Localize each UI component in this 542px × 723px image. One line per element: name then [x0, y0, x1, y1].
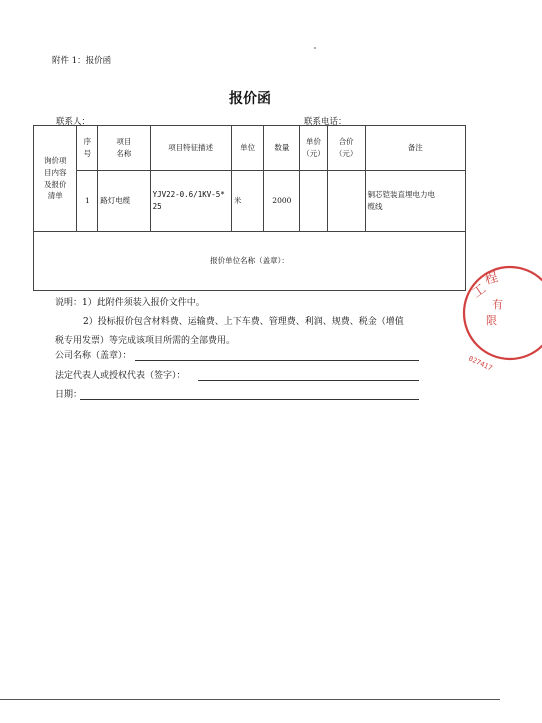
quotation-table — [33, 125, 466, 291]
date-label: 日期： — [55, 390, 83, 400]
table-row — [34, 171, 466, 232]
header-seq-line: 号 — [83, 149, 92, 158]
cell-remark-line: 缆线 — [367, 202, 383, 211]
cell-qty: 2000 — [264, 171, 300, 232]
inquiry-label-line: 及报价 — [43, 179, 67, 189]
header-unit-price-line: （元） — [302, 149, 325, 158]
seal-char: 限 — [486, 314, 497, 327]
header-item-line: 名称 — [116, 149, 132, 158]
header-seq — [77, 126, 98, 171]
header-spec: 项目特征描述 — [150, 126, 231, 171]
inquiry-label-line: 清单 — [47, 191, 63, 201]
header-unit-price-line: 单价 — [305, 137, 321, 147]
inquiry-label-cell — [34, 126, 77, 232]
cell-seq: 1 — [77, 171, 98, 232]
representative-line[interactable] — [198, 380, 419, 381]
header-unit-price — [300, 126, 328, 171]
bidder-name-cell: 报价单位名称（盖章）： — [34, 232, 466, 291]
page-bottom-edge — [0, 699, 500, 700]
header-total-line: （元） — [334, 149, 358, 158]
date-line[interactable] — [80, 399, 419, 400]
header-qty: 数量 — [264, 126, 300, 171]
cell-remark — [365, 171, 465, 232]
contact-phone-label: 联系电话： — [304, 117, 347, 127]
representative-label: 法定代表人或授权代表（签字）： — [55, 371, 186, 381]
cell-name: 路灯电缆 — [98, 171, 150, 232]
contact-person-label: 联系人： — [56, 117, 91, 127]
company-name-label: 公司名称（盖章）： — [55, 351, 132, 361]
representative-field — [55, 368, 186, 381]
header-total — [327, 126, 365, 171]
note-1: 说明：1）此附件须装入报价文件中。 — [55, 298, 205, 308]
header-seq-line: 序 — [83, 137, 92, 147]
notes-section — [55, 294, 435, 351]
seal-char: 程 — [483, 270, 500, 288]
inquiry-label-line: 询价项 — [43, 156, 67, 166]
header-remark: 备注 — [365, 126, 465, 171]
seal-char: 有 — [492, 298, 503, 311]
cell-unit-price — [300, 171, 328, 232]
note-2: 2）投标报价包含材料费、运输费、上下车费、管理费、利润、规费、税金（增值 — [83, 317, 404, 327]
seal-ring — [464, 267, 542, 359]
note-2-continued: 税专用发票）等完成该项目所需的全部费用。 — [55, 336, 236, 346]
seal-char: 工 — [469, 281, 489, 302]
header-total-line: 合价 — [338, 137, 354, 147]
company-seal — [462, 258, 542, 373]
company-name-line[interactable] — [135, 360, 419, 361]
cell-remark-line: 铜芯铠装直埋电力电 — [367, 190, 436, 200]
seal-code: 027417 — [467, 354, 494, 373]
inquiry-label-line: 目内容 — [43, 167, 67, 177]
cell-unit: 米 — [231, 171, 264, 232]
attachment-label: 附件 1：报价函 — [52, 56, 112, 66]
cell-spec — [150, 171, 231, 232]
bidder-row — [34, 232, 466, 291]
cell-spec-line: YJV22-0.6/1KV-5* — [152, 190, 225, 200]
cell-total — [327, 171, 365, 232]
header-item-line: 项目 — [116, 137, 132, 147]
header-item-name — [98, 126, 150, 171]
scan-speck — [314, 47, 316, 49]
header-unit: 单位 — [231, 126, 264, 171]
cell-spec-line: 25 — [152, 202, 162, 211]
company-name-field — [55, 348, 132, 361]
table-header-row — [34, 126, 466, 171]
date-field — [55, 387, 82, 400]
page-title: 报价函 — [229, 91, 271, 107]
